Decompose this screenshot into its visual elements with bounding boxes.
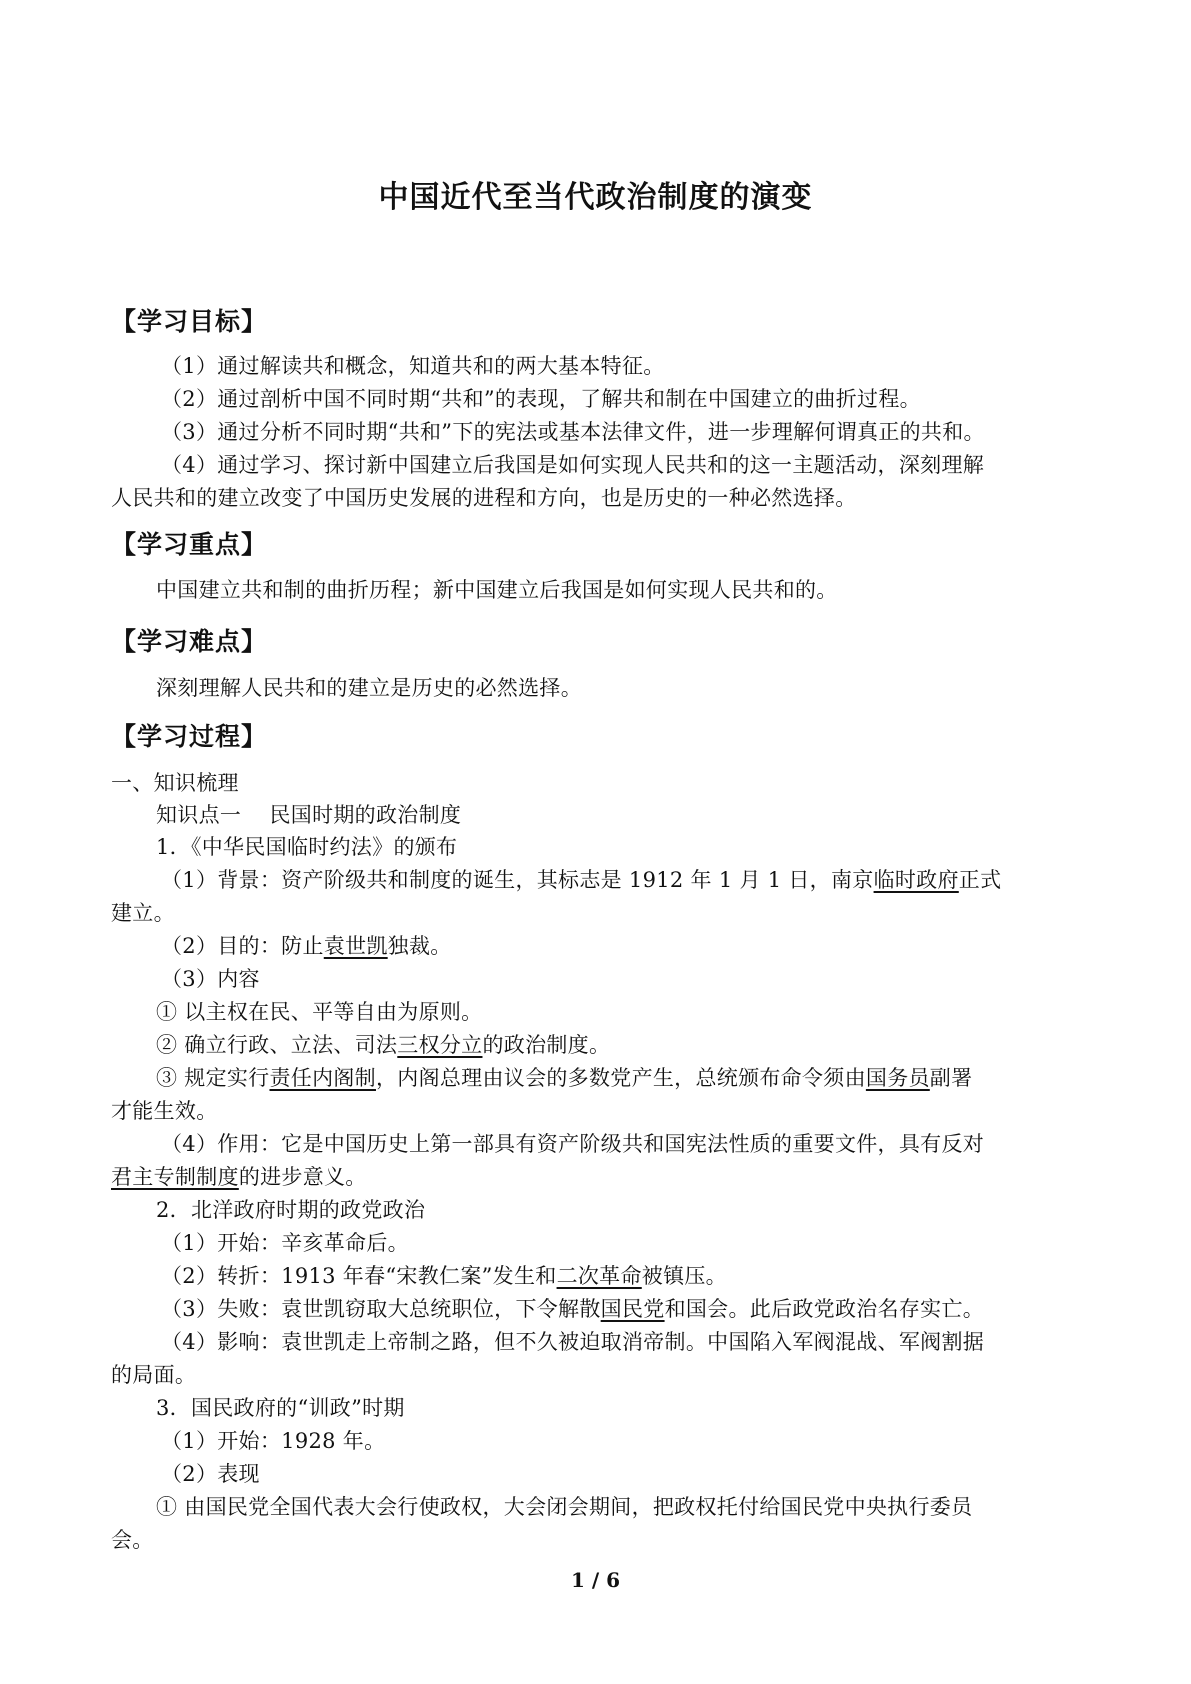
underlined-term: 国民党 [600, 1297, 665, 1321]
text-segment: ③ 规定实行 [156, 1066, 270, 1090]
text-segment: 独裁。 [387, 934, 452, 958]
objective-item: （3）通过分析不同时期“共和”下的宪法或基本法律文件，进一步理解何谓真正的共和。 [161, 420, 985, 444]
knowledge-point-title: 知识点一 民国时期的政治制度 [156, 803, 462, 827]
focus-heading: 【学习重点】 [111, 530, 268, 559]
content-line: （3）内容 [161, 967, 260, 991]
content-item-continuation: 才能生效。 [111, 1099, 218, 1123]
subsection-title: 1．《中华民国临时约法》的颁布 [156, 835, 458, 859]
difficulty-text: 深刻理解人民共和的建立是历史的必然选择。 [156, 676, 582, 700]
objective-item-continuation: 人民共和的建立改变了中国历史发展的进程和方向，也是历史的一种必然选择。 [111, 486, 857, 510]
effect-line-continuation [111, 1161, 367, 1191]
subsection-item: （4）影响：袁世凯走上帝制之路，但不久被迫取消帝制。中国陷入军阀混战、军阀割据 [161, 1330, 985, 1354]
objective-item: （2）通过剖析中国不同时期“共和”的表现，了解共和制在中国建立的曲折过程。 [161, 387, 921, 411]
text-segment: ② 确立行政、立法、司法 [156, 1033, 398, 1057]
text-segment: （3）失败：袁世凯窃取大总统职位，下令解散 [161, 1297, 601, 1321]
subsection-title: 2．北洋政府时期的政党政治 [156, 1198, 426, 1222]
text-segment: 副署 [929, 1066, 973, 1090]
subsection-item: （1）开始：辛亥革命后。 [161, 1231, 409, 1255]
text-segment: 正式 [958, 868, 1002, 892]
content-item [156, 1062, 972, 1092]
difficulty-heading: 【学习难点】 [111, 627, 268, 656]
text-segment: 的进步意义。 [238, 1165, 367, 1189]
content-item [156, 1029, 610, 1059]
objective-item: （4）通过学习、探讨新中国建立后我国是如何实现人民共和的这一主题活动，深刻理解 [161, 453, 985, 477]
focus-text: 中国建立共和制的曲折历程；新中国建立后我国是如何实现人民共和的。 [156, 578, 838, 602]
effect-line: （4）作用：它是中国历史上第一部具有资产阶级共和国宪法性质的重要文件，具有反对 [161, 1132, 985, 1156]
text-segment: （1）背景：资产阶级共和制度的诞生，其标志是 1912 年 1 月 1 日，南京 [161, 868, 874, 892]
text-segment: （2）目的：防止 [161, 934, 324, 958]
underlined-term: 袁世凯 [323, 934, 388, 958]
underlined-term: 君主专制制度 [111, 1165, 239, 1189]
underlined-term: 责任内阁制 [269, 1066, 376, 1090]
underlined-term: 临时政府 [873, 868, 959, 892]
subsection-item: （1）开始：1928 年。 [161, 1429, 386, 1453]
underlined-term: 二次革命 [556, 1264, 642, 1288]
text-segment: ，内阁总理由议会的多数党产生，总统颁布命令须由 [375, 1066, 866, 1090]
subsection-item: （2）表现 [161, 1462, 260, 1486]
page-number: 1 / 6 [570, 1568, 621, 1592]
text-segment: 被镇压。 [641, 1264, 727, 1288]
subsection-title: 3．国民政府的“训政”时期 [156, 1396, 405, 1420]
subsection-item-continuation: 会。 [111, 1528, 154, 1552]
subsection-item: ① 由国民党全国代表大会行使政权，大会闭会期间，把政权托付给国民党中央执行委员 [156, 1495, 973, 1519]
content-item: ① 以主权在民、平等自由为原则。 [156, 1000, 483, 1024]
objectives-heading: 【学习目标】 [111, 307, 268, 336]
background-line-continuation: 建立。 [111, 901, 175, 925]
text-segment: （2）转折：1913 年春“宋教仁案”发生和 [161, 1264, 557, 1288]
process-heading: 【学习过程】 [111, 722, 268, 751]
objective-item: （1）通过解读共和概念，知道共和的两大基本特征。 [161, 354, 665, 378]
page-title: 中国近代至当代政治制度的演变 [378, 180, 813, 215]
underlined-term: 国务员 [865, 1066, 930, 1090]
underlined-term: 三权分立 [397, 1033, 483, 1057]
aim-line [161, 930, 452, 960]
text-segment: 的政治制度。 [482, 1033, 611, 1057]
subsection-item-continuation: 的局面。 [111, 1363, 197, 1387]
background-line [161, 864, 1001, 894]
text-segment: 和国会。此后政党政治名存实亡。 [664, 1297, 985, 1321]
subsection-item [161, 1293, 984, 1323]
section-title: 一、知识梳理 [111, 771, 239, 795]
subsection-item [161, 1260, 727, 1290]
